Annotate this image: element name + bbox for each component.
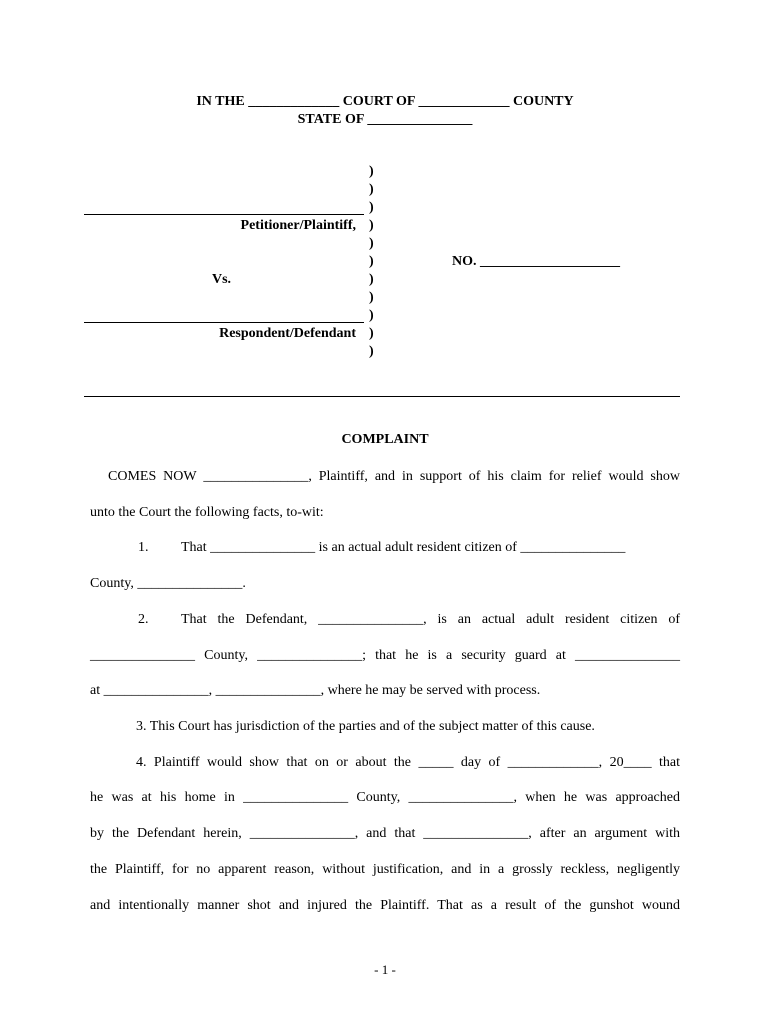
- respondent-name-line: [84, 322, 364, 323]
- respondent-label: Respondent/Defendant: [219, 326, 356, 341]
- petitioner-label: Petitioner/Plaintiff,: [240, 218, 356, 233]
- caption-paren: ): [369, 182, 374, 197]
- intro-paragraph: COMES NOW _______________, Plaintiff, and in support of his claim for relief would show: [108, 469, 680, 484]
- caption-paren: ): [369, 236, 374, 251]
- page-number: - 1 -: [374, 962, 396, 977]
- item4-cont1: he was at his home in _______________ County, _______________, when he was approached: [90, 790, 680, 805]
- versus-label: Vs.: [212, 272, 232, 287]
- caption-paren: ): [369, 272, 374, 287]
- intro-paragraph-cont: unto the Court the following facts, to-wit:: [90, 505, 324, 520]
- petitioner-name-line: [84, 214, 364, 215]
- item4-cont3: the Plaintiff, for no apparent reason, without justification, and in a grossly reckless, negligently: [90, 862, 680, 877]
- court-header-line1: IN THE _____________ COURT OF _____________ COUNTY: [196, 94, 574, 109]
- caption-paren: ): [369, 290, 374, 305]
- item4-cont2: by the Defendant herein, _______________, and that _______________, after an argument with: [90, 826, 680, 841]
- caption-paren: ): [369, 308, 374, 323]
- item2-cont1: _______________ County, _______________; that he is a security guard at _______________: [90, 648, 680, 663]
- item3-text: 3. This Court has jurisdiction of the parties and of the subject matter of this cause.: [136, 719, 595, 734]
- caption-paren: ): [369, 254, 374, 269]
- item2-text: That the Defendant, _______________, is an actual adult resident citizen of: [181, 612, 680, 627]
- item1-text: That _______________ is an actual adult resident citizen of _______________: [181, 540, 626, 555]
- item4-text: 4. Plaintiff would show that on or about the _____ day of _____________, 20____ that: [136, 755, 680, 770]
- item1-cont: County, _______________.: [90, 576, 246, 591]
- document-title: COMPLAINT: [341, 432, 429, 447]
- item2-cont2: at _______________, _______________, where he may be served with process.: [90, 683, 541, 698]
- caption-divider: [84, 396, 680, 397]
- item1-number: 1.: [138, 540, 149, 555]
- item2-number: 2.: [138, 612, 149, 627]
- case-number: NO. ____________________: [452, 254, 620, 269]
- caption-paren: ): [369, 200, 374, 215]
- caption-paren: ): [369, 164, 374, 179]
- court-header-line2: STATE OF _______________: [297, 112, 473, 127]
- item4-cont4: and intentionally manner shot and injured the Plaintiff. That as a result of the gunshot wound: [90, 898, 680, 913]
- caption-paren: ): [369, 344, 374, 359]
- caption-paren: ): [369, 326, 374, 341]
- caption-paren: ): [369, 218, 374, 233]
